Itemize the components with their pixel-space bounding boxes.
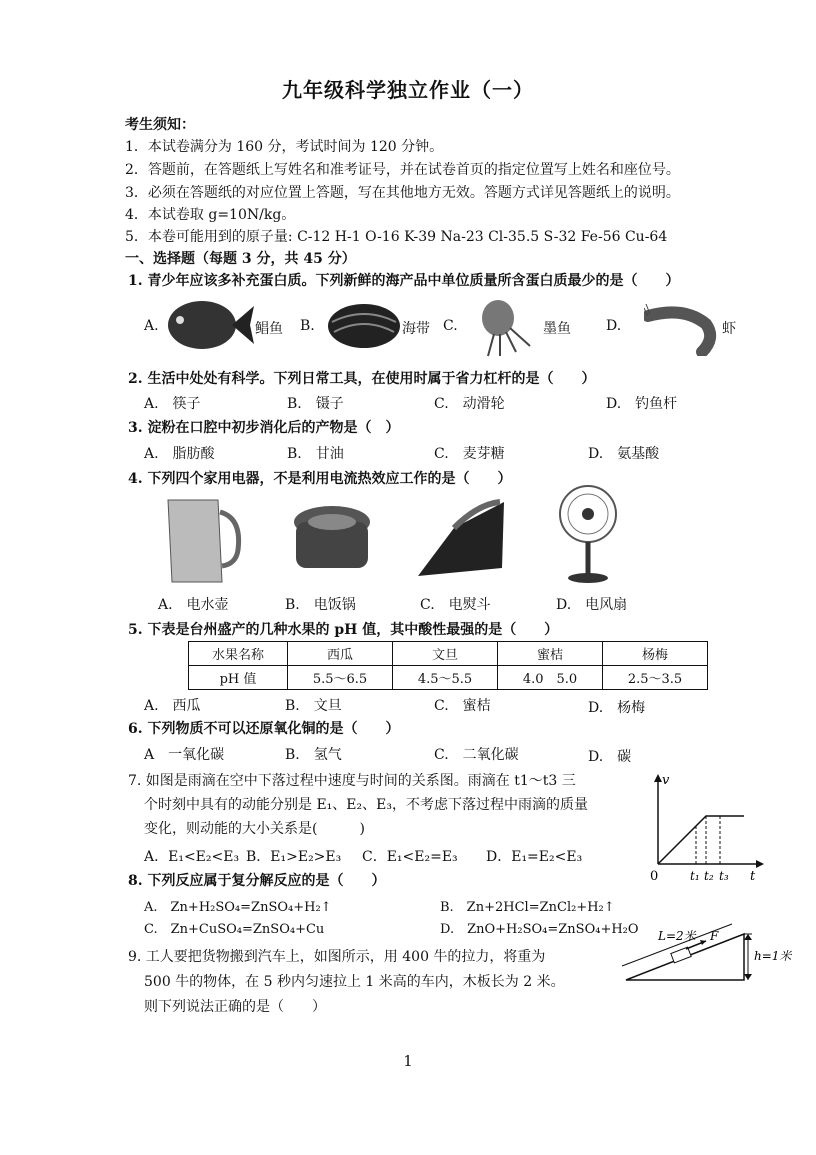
question-1-stem: 1. 青少年应该多补充蛋白质。下列新鲜的海产品中单位质量所含蛋白质最少的是（ ） — [128, 273, 680, 289]
table-cell: 杨梅 — [603, 642, 708, 666]
question-4-stem: 4. 下列四个家用电器，不是利用电流热效应工作的是（ ） — [128, 471, 512, 487]
q3-option: D. 氨基酸 — [588, 446, 660, 462]
electric-iron-image — [414, 498, 506, 582]
q2-option: B. 镊子 — [287, 396, 344, 412]
question-3-stem: 3. 淀粉在口腔中初步消化后的产物是（ ） — [128, 420, 400, 436]
q5-option: D. 杨梅 — [588, 700, 646, 716]
graph-origin-label: 0 — [650, 869, 659, 882]
inclined-plane-figure — [620, 922, 794, 988]
graph-tick-label: t₁ — [690, 869, 700, 882]
notice-item: 2．答题前，在答题纸上写姓名和准考证号，并在试卷首页的指定位置写上姓名和座位号。 — [125, 162, 680, 178]
q4-option: C. 电熨斗 — [420, 597, 491, 613]
q7-option: C．E₁<E₂=E₃ — [362, 849, 458, 865]
shrimp-image — [644, 304, 720, 356]
question-7-line: 变化，则动能的大小关系是( ) — [144, 821, 365, 837]
q2-option: D. 钓鱼杆 — [606, 396, 678, 412]
height-label: h=1米 — [754, 949, 792, 963]
ph-table — [188, 641, 708, 690]
electric-fan-image — [552, 484, 624, 584]
table-cell: 5.5～6.5 — [288, 666, 393, 690]
length-label: L=2米 — [658, 929, 696, 943]
graph-tick-label: t₂ — [704, 869, 714, 882]
table-cell: 2.5～3.5 — [603, 666, 708, 690]
q1-option-letter: A. — [144, 318, 159, 334]
graph-tick-label: t₃ — [719, 869, 729, 882]
q6-option: D. 碳 — [588, 749, 632, 765]
notice-item: 3．必须在答题纸的对应位置上答题，写在其他地方无效。答题方式详见答题纸上的说明。 — [125, 185, 680, 201]
q4-option: D. 电风扇 — [556, 597, 628, 613]
q5-option: A. 西瓜 — [144, 698, 201, 714]
question-2-stem: 2. 生活中处处有科学。下列日常工具，在使用时属于省力杠杆的是（ ） — [128, 371, 596, 387]
table-cell: 4.5～5.5 — [393, 666, 498, 690]
section-heading: 一、选择题（每题 3 分，共 45 分） — [125, 251, 356, 267]
q1-option-label: 鲳鱼 — [255, 321, 283, 337]
q8-option: C. Zn+CuSO₄=ZnSO₄+Cu — [144, 922, 325, 937]
table-cell: 水果名称 — [189, 642, 288, 666]
notice-item: 4．本试卷取 g=10N/kg。 — [125, 207, 296, 223]
q6-option: B. 氢气 — [285, 747, 342, 763]
q3-option: A. 脂肪酸 — [144, 446, 215, 462]
q7-option: B．E₁>E₂>E₃ — [246, 849, 342, 865]
table-cell: 西瓜 — [288, 642, 393, 666]
question-9-line: 9. 工人要把货物搬到汽车上，如图所示，用 400 牛的拉力，将重为 — [128, 949, 546, 965]
page-number: 1 — [403, 1052, 413, 1070]
table-header-row — [189, 642, 708, 666]
table-cell: 4.0 5.0 — [498, 666, 603, 690]
q1-option-letter: B. — [300, 318, 315, 334]
question-7-line: 7. 如图是雨滴在空中下落过程中速度与时间的关系图。雨滴在 t1～t3 三 — [128, 773, 576, 789]
q1-option-label: 虾 — [722, 321, 736, 337]
table-cell: 蜜桔 — [498, 642, 603, 666]
q3-option: C. 麦芽糖 — [434, 446, 505, 462]
question-9-line: 500 牛的物体，在 5 秒内匀速拉上 1 米高的车内，木板长为 2 米。 — [144, 974, 565, 990]
q6-option: C. 二氧化碳 — [434, 747, 519, 763]
q7-option: D．E₁=E₂<E₃ — [486, 849, 583, 865]
page-title: 九年级科学独立作业（一） — [282, 78, 534, 102]
rice-cooker-image — [290, 500, 374, 580]
notice-item: 1．本试卷满分为 160 分，考试时间为 120 分钟。 — [125, 139, 444, 155]
q4-option: A. 电水壶 — [158, 597, 229, 613]
q1-option-letter: C. — [443, 318, 458, 334]
graph-y-axis-label: v — [662, 773, 670, 788]
question-6-stem: 6. 下列物质不可以还原氧化铜的是（ ） — [128, 721, 400, 737]
question-5-stem: 5. 下表是台州盛产的几种水果的 pH 值，其中酸性最强的是（ ） — [128, 622, 559, 638]
notice-item: 5．本卷可能用到的原子量: C-12 H-1 O-16 K-39 Na-23 Cl-35.5 S-32 Fe-56 Cu-64 — [125, 229, 668, 245]
q6-option: A 一氧化碳 — [144, 747, 225, 763]
electric-kettle-image — [158, 494, 246, 586]
notice-heading: 考生须知： — [125, 117, 195, 133]
q1-option-label: 墨鱼 — [543, 321, 571, 337]
q8-option: B. Zn+2HCl=ZnCl₂+H₂↑ — [440, 900, 615, 915]
table-cell: pH 值 — [189, 666, 288, 690]
question-9-line: 则下列说法正确的是（ ） — [144, 999, 326, 1015]
kelp-image — [326, 300, 402, 352]
pomfret-fish-image — [162, 292, 254, 354]
q7-option: A．E₁<E₂<E₃ — [144, 849, 240, 865]
velocity-time-graph — [646, 770, 764, 882]
force-label: F — [710, 929, 719, 943]
cuttlefish-image — [474, 296, 536, 358]
q5-option: C. 蜜桔 — [434, 698, 491, 714]
q3-option: B. 甘油 — [287, 446, 344, 462]
question-7-line: 个时刻中具有的动能分别是 E₁、E₂、E₃，不考虑下落过程中雨滴的质量 — [144, 797, 588, 813]
table-cell: 文旦 — [393, 642, 498, 666]
graph-x-axis-label: t — [750, 869, 756, 882]
q8-option: D. ZnO+H₂SO₄=ZnSO₄+H₂O — [440, 922, 639, 937]
q5-option: B. 文旦 — [285, 698, 342, 714]
q4-option: B. 电饭锅 — [285, 597, 356, 613]
q1-option-letter: D. — [606, 318, 622, 334]
q1-option-label: 海带 — [402, 321, 430, 337]
table-row — [189, 666, 708, 690]
q8-option: A. Zn+H₂SO₄=ZnSO₄+H₂↑ — [144, 900, 332, 915]
question-8-stem: 8. 下列反应属于复分解反应的是（ ） — [128, 873, 386, 889]
q2-option: C. 动滑轮 — [434, 396, 505, 412]
q2-option: A. 筷子 — [144, 396, 201, 412]
